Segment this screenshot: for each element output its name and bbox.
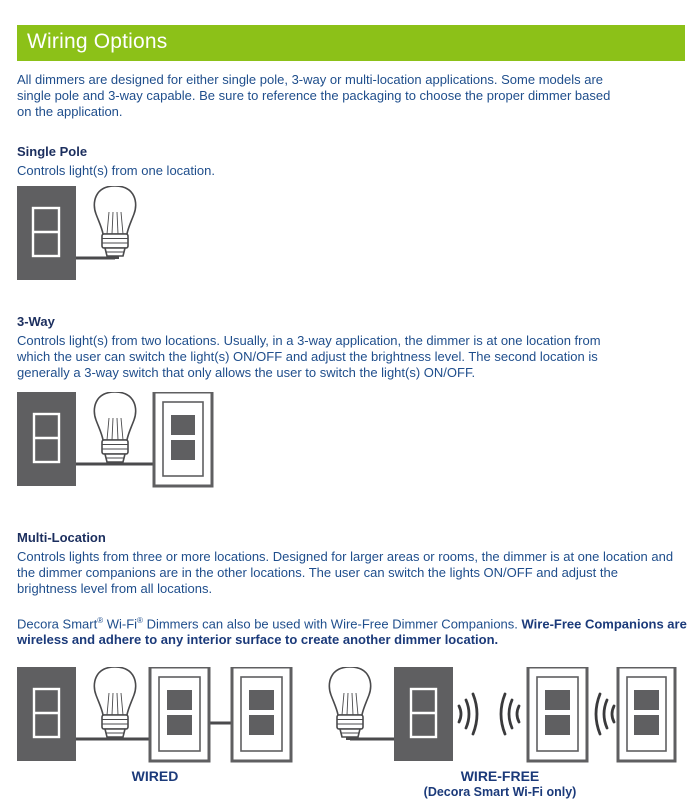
dimmer-companion-icon <box>232 667 291 761</box>
three-way-switch-icon <box>154 392 212 486</box>
three-way-diagram <box>17 392 217 488</box>
dimmer-companion-icon <box>150 667 209 761</box>
multi-location-heading: Multi-Location <box>17 530 106 545</box>
wireless-signal-icon <box>501 694 519 734</box>
intro-text: All dimmers are designed for either single pole, 3-way or multi-location applications. Some models are single pole and 3-way capable. Be sure to reference the packaging to choose the proper dimmer based on the application. <box>17 72 611 119</box>
wire-free-caption <box>400 768 600 800</box>
single-pole-body: Controls light(s) from one location. <box>17 163 215 178</box>
dimmer-companion-icon <box>528 667 587 761</box>
dimmer-icon <box>17 667 76 761</box>
page-title: Wiring Options <box>27 30 168 53</box>
wire-free-subtitle: (Decora Smart Wi-Fi only) <box>423 785 577 799</box>
dimmer-icon <box>394 667 453 761</box>
light-bulb-icon <box>329 667 370 740</box>
dimmer-companion-icon <box>618 667 675 761</box>
single-pole-heading: Single Pole <box>17 144 88 159</box>
single-pole-diagram <box>17 186 147 281</box>
wired-diagram <box>17 667 297 763</box>
dimmer-icon <box>17 392 76 486</box>
light-bulb-icon <box>94 667 135 740</box>
dimmer-icon <box>17 186 76 280</box>
section-header <box>17 25 685 61</box>
multi-location-body: Controls lights from three or more locations. Designed for larger areas or rooms, the dimmer is at one location and the dimmer companions are in the other locations. The user can switch the lights ON/OFF and adjust the brightness level from all locations. <box>17 549 674 596</box>
three-way-heading: 3-Way <box>17 314 55 329</box>
wireless-signal-icon <box>459 694 477 734</box>
wifi-note: Decora Smart® Wi-Fi® Dimmers can also be used with Wire-Free Dimmer Companions. Wire-Free Companions are wireless and adhere to any interior surface to create another dimmer location. <box>17 616 687 648</box>
three-way-body: Controls light(s) from two locations. Usually, in a 3-way application, the dimmer is at one location from which the user can switch the light(s) ON/OFF and adjust the brightness level. The second location is generally a 3-way switch that only allows the user to switch the light(s) ON/OFF. <box>17 333 601 380</box>
wire-free-title: WIRE-FREE <box>460 768 540 784</box>
wired-caption: WIRED <box>131 768 179 784</box>
light-bulb-icon <box>94 186 135 259</box>
light-bulb-icon <box>94 392 135 465</box>
wire-free-diagram <box>322 667 678 763</box>
wireless-signal-icon <box>596 694 614 734</box>
